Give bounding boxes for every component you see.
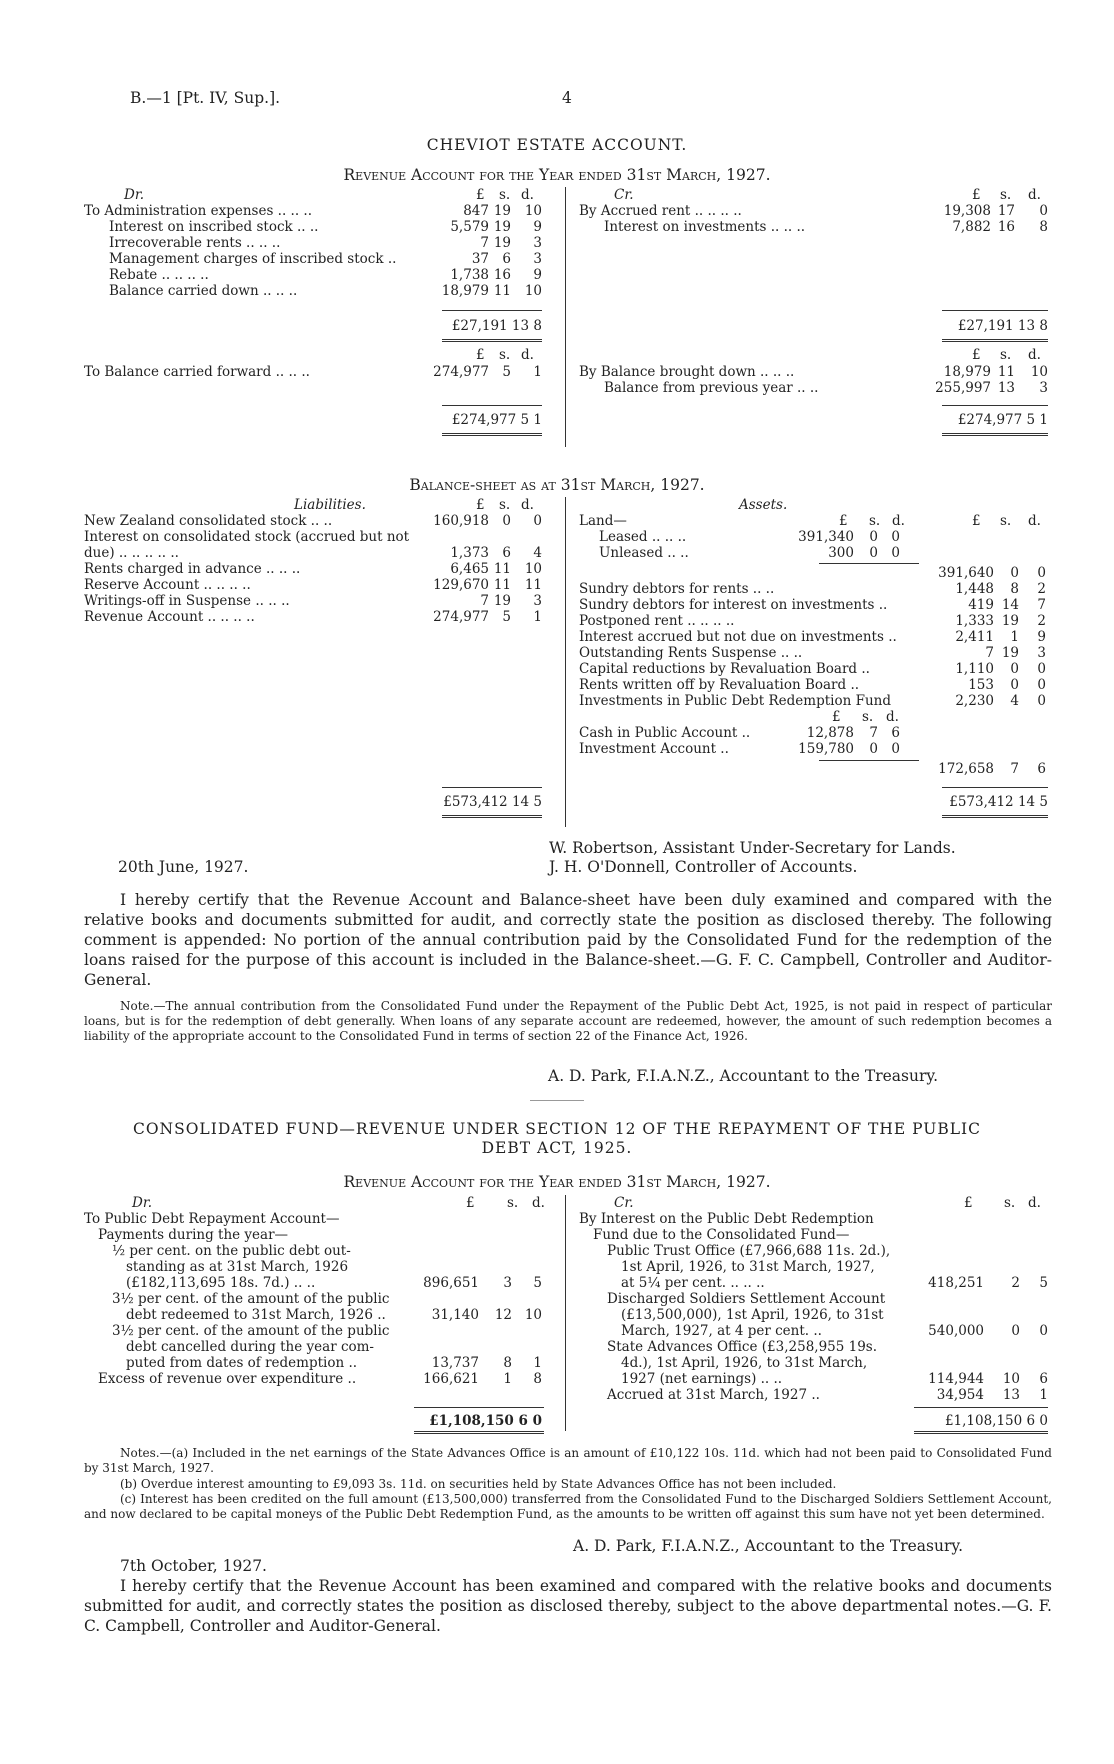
cr-row-label: By Accrued rent .. .. .. .. [579, 203, 742, 219]
col-pounds: £ [476, 187, 485, 203]
treasury-note-b: (b) Overdue interest amounting to £9,093 3s. 11d. on securities held by State Advances Office has not been included. [120, 1477, 837, 1491]
consol-dr-row-pence: 8 [533, 1371, 542, 1387]
liabilities-label: Liabilities. [294, 497, 366, 513]
consolidated-revenue-title: Revenue Account for the Year ended 31st March, 1927. [343, 1173, 771, 1191]
consol-cr-row-label: Discharged Soldiers Settlement Account [607, 1291, 886, 1307]
date-june: 20th June, 1927. [118, 858, 249, 876]
asset-row-label: Capital reductions by Revaluation Board .. [579, 661, 870, 677]
asset-row-pence: 3 [1037, 645, 1046, 661]
dr-row-shillings: 16 [493, 267, 511, 283]
cr-row-pence: 8 [1039, 219, 1048, 235]
liability-row-pounds: 160,918 [433, 513, 489, 529]
bs-col-shillings-cr: s. [1000, 513, 1012, 529]
asset-row-shillings: 19 [1001, 645, 1019, 661]
dr-row-pence: 9 [533, 219, 542, 235]
dr-row-shillings: 6 [502, 251, 511, 267]
consolidated-title-line2: DEBT ACT, 1925. [481, 1139, 633, 1157]
dr-row-pounds: 5,579 [450, 219, 489, 235]
investments-total-pence: 6 [1037, 761, 1046, 777]
consol-cr-row-pounds: 34,954 [936, 1387, 984, 1403]
consol-dr-row-label: (£182,113,695 18s. 7d.) .. .. [126, 1275, 316, 1291]
consol-dr-row-shillings: 1 [503, 1371, 512, 1387]
dr-row-label: Balance carried down .. .. .. [109, 283, 298, 299]
asset-row-shillings: 0 [1010, 677, 1019, 693]
liability-row-pounds: 1,373 [450, 545, 489, 561]
signatory-robertson: W. Robertson, Assistant Under-Secretary for Lands. [549, 839, 956, 857]
asset-row-pence: 0 [1037, 677, 1046, 693]
bs-col-pounds-inner: £ [839, 513, 848, 529]
liability-row-shillings: 11 [493, 577, 511, 593]
bs-col-pounds-inner-2: £ [832, 709, 841, 725]
liability-row-label: Reserve Account .. .. .. .. [84, 577, 251, 593]
consol-dr-row-label: Excess of revenue over expenditure .. [98, 1371, 357, 1387]
asset-row-shillings: 8 [1010, 581, 1019, 597]
cr-label: Cr. [614, 187, 634, 203]
liability-row-label: Revenue Account .. .. .. .. [84, 609, 255, 625]
cheviot-revenue-title: Revenue Account for the Year ended 31st March, 1927. [343, 166, 771, 184]
liability-row-shillings: 11 [493, 561, 511, 577]
land-label: Land— [579, 513, 627, 529]
consol-cr-row-label: State Advances Office (£3,258,955 19s. [607, 1339, 878, 1355]
dr-row-pence: 3 [533, 251, 542, 267]
liability-row-pounds: 7 [480, 593, 489, 609]
asset-row-pounds: 1,333 [955, 613, 994, 629]
land-total-pence: 0 [1037, 565, 1046, 581]
cr-row-label: By Balance brought down .. .. .. [579, 364, 795, 380]
liability-row-pounds: 129,670 [433, 577, 489, 593]
col-pounds-cr: £ [972, 187, 981, 203]
bs-col-pence-inner: d. [892, 513, 905, 529]
asset-row-pence: 9 [1037, 629, 1046, 645]
consol-dr-row-pounds: 166,621 [423, 1371, 479, 1387]
dr-row-shillings: 19 [493, 219, 511, 235]
consol-dr-row-label: To Public Debt Repayment Account— [84, 1211, 340, 1227]
asset-row-pounds: 2,411 [955, 629, 994, 645]
consol-cr-row-label: March, 1927, at 4 per cent. .. [621, 1323, 822, 1339]
page-reference: B.—1 [Pt. IV, Sup.]. [130, 89, 281, 107]
consol-cr-row-label: 1927 (net earnings) .. .. [621, 1371, 783, 1387]
cr-row-pounds: 19,308 [943, 203, 991, 219]
cheviot-title: CHEVIOT ESTATE ACCOUNT. [426, 136, 688, 154]
dr-row-pence: 3 [533, 235, 542, 251]
unleased-pence: 0 [891, 545, 900, 561]
balance-forward-shillings: 5 [502, 364, 511, 380]
asset-row-shillings: 1 [1010, 629, 1019, 645]
leased-pounds: 391,340 [798, 529, 854, 545]
asset-row-pounds: 153 [968, 677, 994, 693]
consol-dr-row-label: Payments during the year— [98, 1227, 289, 1243]
balance-sheet-title: Balance-sheet as at 31st March, 1927. [409, 476, 705, 494]
col-shillings-cr: s. [1000, 187, 1012, 203]
consol-cr-row-pounds: 114,944 [928, 1371, 984, 1387]
asset-row-pence: 2 [1037, 581, 1046, 597]
leased-pence: 0 [891, 529, 900, 545]
consol-cr-row-pence: 6 [1039, 1371, 1048, 1387]
consol-cr-row-shillings: 10 [1002, 1371, 1020, 1387]
liability-row-label: due) .. .. .. .. .. [84, 545, 179, 561]
asset-row-label: Outstanding Rents Suspense .. .. [579, 645, 803, 661]
consol-dr-row-shillings: 12 [494, 1307, 512, 1323]
asset-row-shillings: 4 [1010, 693, 1019, 709]
signatory-odonnell: J. H. O'Donnell, Controller of Accounts. [549, 858, 858, 876]
consol-cr-row-label: 1st April, 1926, to 31st March, 1927, [621, 1259, 875, 1275]
asset-row-pounds: 2,230 [955, 693, 994, 709]
liability-row-label: New Zealand consolidated stock .. .. [84, 513, 333, 529]
cr-row-pence: 0 [1039, 203, 1048, 219]
balance-forward-pounds: 274,977 [433, 364, 489, 380]
dr-row-label: Management charges of inscribed stock .. [109, 251, 397, 267]
liability-row-shillings: 5 [502, 609, 511, 625]
land-total-shillings: 0 [1010, 565, 1019, 581]
consol-cr-row-shillings: 2 [1011, 1275, 1020, 1291]
cr-row-pence: 3 [1039, 380, 1048, 396]
bs-col-pence-inner-2: d. [886, 709, 899, 725]
consolidated-revenue-table [84, 1195, 1054, 1433]
liability-row-pence: 1 [533, 609, 542, 625]
consol-cr-row-pence: 0 [1039, 1323, 1048, 1339]
cash-label: Cash in Public Account .. [579, 725, 751, 741]
land-total-pounds: 391,640 [938, 565, 994, 581]
asset-row-label: Sundry debtors for interest on investments .. [579, 597, 888, 613]
asset-row-pounds: 419 [968, 597, 994, 613]
cr-row-label: Balance from previous year .. .. [604, 380, 819, 396]
consol-cr-row-label: 4d.), 1st April, 1926, to 31st March, [621, 1355, 868, 1371]
bs-col-pence-cr: d. [1028, 513, 1041, 529]
dr-row-pence: 9 [533, 267, 542, 283]
cheviot-revenue-table [84, 187, 1054, 447]
dr-row-pounds: 37 [471, 251, 489, 267]
asset-row-pence: 0 [1037, 693, 1046, 709]
investments-total-pounds: 172,658 [938, 761, 994, 777]
cr-row-shillings: 13 [997, 380, 1015, 396]
cash-shillings: 7 [869, 725, 878, 741]
signatory-park-2: A. D. Park, F.I.A.N.Z., Accountant to the Treasury. [573, 1537, 964, 1555]
balance-forward-pence: 1 [533, 364, 542, 380]
cr-row-label: Interest on investments .. .. .. [604, 219, 806, 235]
asset-row-shillings: 0 [1010, 661, 1019, 677]
balance-forward-label: To Balance carried forward .. .. .. [84, 364, 310, 380]
consol-dr-row-pence: 5 [533, 1275, 542, 1291]
consol-cr-row-pounds: 540,000 [928, 1323, 984, 1339]
asset-row-pence: 0 [1037, 661, 1046, 677]
liability-row-pounds: 274,977 [433, 609, 489, 625]
liability-row-pence: 11 [524, 577, 542, 593]
col-shillings-2: s. [499, 347, 511, 363]
audit-certificate-1: I hereby certify that the Revenue Account and Balance-sheet have been duly examined and compared with the relative books and documents submitted for audit, and correctly state the position as disclosed thereby. The following comment is appended: No portion of the annual contribution paid by the Consolidated Fund for the redemption of the loans raised for the purpose of this account is included in the Balance-sheet.—G. F. C. Campbell, Controller and Auditor-General. [84, 891, 1052, 989]
asset-row-shillings: 14 [1001, 597, 1019, 613]
unleased-label: Unleased .. .. [599, 545, 689, 561]
asset-row-pounds: 7 [985, 645, 994, 661]
col-pence-cr-2: d. [1028, 347, 1041, 363]
consol-dr-row-pounds: 13,737 [431, 1355, 479, 1371]
leased-shillings: 0 [869, 529, 878, 545]
consol-dr-row-label: standing as at 31st March, 1926 [126, 1259, 349, 1275]
treasury-note-1: Note.—The annual contribution from the Consolidated Fund under the Repayment of the Public Debt Act, 1925, is not paid in respect of particular loans, but is for the redemption of debt generally. When loans of any separate account are redeemed, however, the amount of such redemption becomes a liability of the appropriate account to the Consolidated Fund in terms of section 22 of the Finance Act, 1926. [84, 999, 1052, 1043]
cr-row-shillings: 11 [997, 364, 1015, 380]
consol-cr-row-label: Accrued at 31st March, 1927 .. [607, 1387, 820, 1403]
cr-row-pence: 10 [1030, 364, 1048, 380]
dr-row-shillings: 19 [493, 203, 511, 219]
consol-col-pounds-cr: £ [964, 1195, 973, 1211]
liability-row-label: Writings-off in Suspense .. .. .. [84, 593, 290, 609]
consol-dr-total: £1,108,150 6 0 [429, 1413, 542, 1429]
date-october: 7th October, 1927. [120, 1557, 267, 1575]
investment-account-pence: 0 [891, 741, 900, 757]
dr-label: Dr. [124, 187, 145, 203]
cheviot-cr-total-2: £274,977 5 1 [957, 412, 1048, 428]
asset-row-label: Postponed rent .. .. .. .. [579, 613, 735, 629]
consol-cr-row-pence: 5 [1039, 1275, 1048, 1291]
liabilities-total: £573,412 14 5 [443, 794, 542, 810]
bs-col-pence: d. [521, 497, 534, 513]
consol-cr-row-shillings: 0 [1011, 1323, 1020, 1339]
liability-row-label: Rents charged in advance .. .. .. [84, 561, 301, 577]
consol-dr-row-pence: 1 [533, 1355, 542, 1371]
consolidated-title-line1: CONSOLIDATED FUND—REVENUE UNDER SECTION 12 OF THE REPAYMENT OF THE PUBLIC [132, 1120, 982, 1138]
dr-row-pounds: 7 [480, 235, 489, 251]
investments-total-shillings: 7 [1010, 761, 1019, 777]
dr-row-shillings: 19 [493, 235, 511, 251]
dr-row-pence: 10 [524, 283, 542, 299]
col-pence: d. [521, 187, 534, 203]
asset-row-shillings: 19 [1001, 613, 1019, 629]
col-shillings: s. [499, 187, 511, 203]
asset-row-label: Interest accrued but not due on investments .. [579, 629, 897, 645]
asset-row-pence: 7 [1037, 597, 1046, 613]
consol-dr-row-label: ½ per cent. on the public debt out- [112, 1243, 351, 1259]
consol-cr-row-shillings: 13 [1002, 1387, 1020, 1403]
asset-row-label: Rents written off by Revaluation Board .. [579, 677, 860, 693]
consol-cr-row-label: (£13,500,000), 1st April, 1926, to 31st [621, 1307, 884, 1323]
col-pounds-2: £ [476, 347, 485, 363]
dr-row-pounds: 18,979 [441, 283, 489, 299]
asset-row-label: Sundry debtors for rents .. .. [579, 581, 775, 597]
consol-dr-row-shillings: 3 [503, 1275, 512, 1291]
assets-total: £573,412 14 5 [949, 794, 1048, 810]
liability-row-pence: 0 [533, 513, 542, 529]
bs-col-shillings-inner-2: s. [862, 709, 874, 725]
treasury-note-a: Notes.—(a) Included in the net earnings of the State Advances Office is an amount of £10,122 10s. 11d. which had not been paid to Consolidated Fund by 31st March, 1927. [84, 1446, 1052, 1475]
dr-row-label: Interest on inscribed stock .. .. [109, 219, 319, 235]
bs-col-shillings: s. [499, 497, 511, 513]
consol-dr-row-pounds: 896,651 [423, 1275, 479, 1291]
signatory-park-1: A. D. Park, F.I.A.N.Z., Accountant to the Treasury. [548, 1067, 939, 1085]
investment-account-pounds: 159,780 [798, 741, 854, 757]
cr-row-pounds: 255,997 [935, 380, 991, 396]
asset-row-pounds: 1,110 [955, 661, 994, 677]
asset-row-pence: 2 [1037, 613, 1046, 629]
dr-row-label: Rebate .. .. .. .. [109, 267, 209, 283]
cr-row-shillings: 16 [997, 219, 1015, 235]
investment-account-shillings: 0 [869, 741, 878, 757]
consol-cr-row-label: By Interest on the Public Debt Redemption [579, 1211, 874, 1227]
cr-row-shillings: 17 [997, 203, 1015, 219]
consol-col-shillings-cr: s. [1004, 1195, 1016, 1211]
bs-col-pounds-cr: £ [972, 513, 981, 529]
cr-row-pounds: 7,882 [952, 219, 991, 235]
consol-col-pence: d. [532, 1195, 545, 1211]
col-shillings-cr-2: s. [1000, 347, 1012, 363]
consol-col-shillings: s. [507, 1195, 519, 1211]
col-pence-cr: d. [1028, 187, 1041, 203]
dr-row-label: To Administration expenses .. .. .. [84, 203, 313, 219]
consol-dr-row-label: debt redeemed to 31st March, 1926 .. [126, 1307, 386, 1323]
asset-row-pounds: 1,448 [955, 581, 994, 597]
cash-pounds: 12,878 [806, 725, 854, 741]
bs-col-shillings-inner: s. [869, 513, 881, 529]
liability-row-shillings: 0 [502, 513, 511, 529]
consol-dr-row-label: debt cancelled during the year com- [126, 1339, 374, 1355]
consol-cr-row-pence: 1 [1039, 1387, 1048, 1403]
consol-cr-row-label: Fund due to the Consolidated Fund— [593, 1227, 850, 1243]
dr-row-pounds: 847 [463, 203, 489, 219]
investment-account-label: Investment Account .. [579, 741, 729, 757]
consol-dr-row-label: puted from dates of redemption .. [126, 1355, 358, 1371]
cheviot-dr-total: £27,191 13 8 [451, 318, 542, 334]
consol-dr-row-label: 3½ per cent. of the amount of the public [112, 1291, 390, 1307]
consol-cr-total: £1,108,150 6 0 [944, 1413, 1048, 1429]
unleased-shillings: 0 [869, 545, 878, 561]
asset-row-label: Investments in Public Debt Redemption Fund [579, 693, 891, 709]
liability-row-pence: 10 [524, 561, 542, 577]
col-pence-2: d. [521, 347, 534, 363]
liability-row-pence: 4 [533, 545, 542, 561]
liability-row-pence: 3 [533, 593, 542, 609]
cheviot-dr-total-2: £274,977 5 1 [451, 412, 542, 428]
liability-row-pounds: 6,465 [450, 561, 489, 577]
consol-dr-row-pounds: 31,140 [431, 1307, 479, 1323]
liability-row-shillings: 19 [493, 593, 511, 609]
cr-row-pounds: 18,979 [943, 364, 991, 380]
dr-row-shillings: 11 [493, 283, 511, 299]
consol-dr-row-label: 3½ per cent. of the amount of the public [112, 1323, 390, 1339]
dr-row-pence: 10 [524, 203, 542, 219]
liability-row-label: Interest on consolidated stock (accrued but not [84, 529, 410, 545]
unleased-pounds: 300 [828, 545, 854, 561]
dr-row-pounds: 1,738 [450, 267, 489, 283]
consol-col-pounds: £ [466, 1195, 475, 1211]
leased-label: Leased .. .. .. [599, 529, 687, 545]
dr-row-label: Irrecoverable rents .. .. .. [109, 235, 281, 251]
consol-dr-label: Dr. [132, 1195, 153, 1211]
consol-cr-label: Cr. [614, 1195, 634, 1211]
consol-col-pence-cr: d. [1028, 1195, 1041, 1211]
page-number: 4 [562, 89, 572, 107]
cheviot-cr-total: £27,191 13 8 [957, 318, 1048, 334]
bs-col-pounds: £ [476, 497, 485, 513]
cash-pence: 6 [891, 725, 900, 741]
assets-label: Assets. [739, 497, 788, 513]
liability-row-shillings: 6 [502, 545, 511, 561]
consol-dr-row-pence: 10 [524, 1307, 542, 1323]
consol-dr-row-shillings: 8 [503, 1355, 512, 1371]
consol-cr-row-pounds: 418,251 [928, 1275, 984, 1291]
audit-certificate-2: I hereby certify that the Revenue Account has been examined and compared with the relative books and documents submitted for audit, and correctly states the position as disclosed thereby, subject to the above departmental notes.—G. F. C. Campbell, Controller and Auditor-General. [84, 1577, 1052, 1635]
treasury-note-c: (c) Interest has been credited on the full amount (£13,500,000) transferred from the Consolidated Fund to the Discharged Soldiers Settlement Account, and now declared to be capital moneys of the Public Debt Redemption Fund, as the amounts to be written off against this sum have not yet been determined. [84, 1492, 1052, 1521]
consol-cr-row-label: Public Trust Office (£7,966,688 11s. 2d.), [607, 1243, 891, 1259]
balance-sheet-table [84, 497, 1054, 827]
col-pounds-cr-2: £ [972, 347, 981, 363]
consol-cr-row-label: at 5¼ per cent. .. .. .. [621, 1275, 765, 1291]
